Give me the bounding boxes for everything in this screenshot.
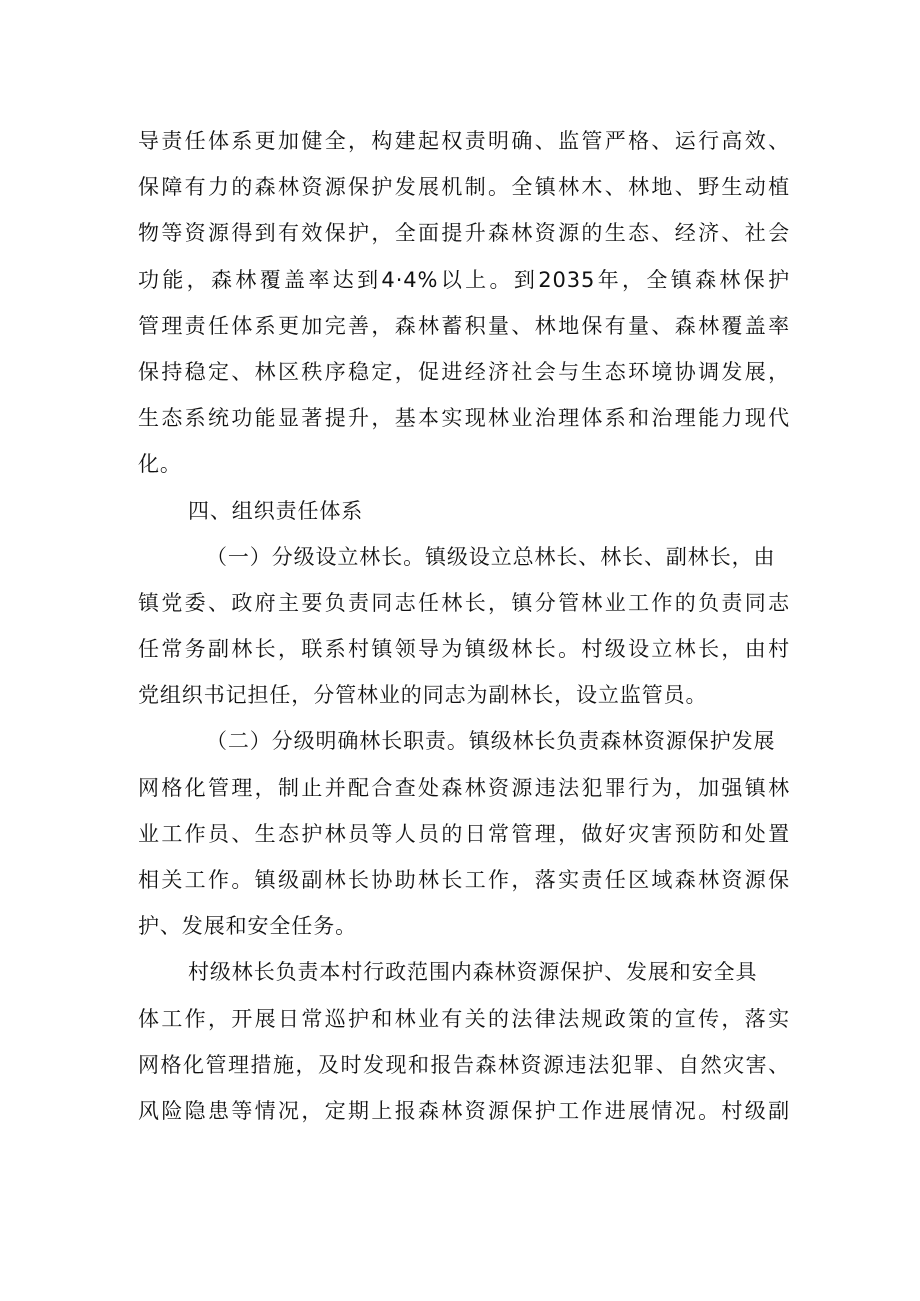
- paragraph-line: 任常务副林长，联系村镇领导为镇级林长。村级设立林长，由村: [138, 637, 790, 662]
- paragraph-line: 业工作员、生态护林员等人员的日常管理，做好灾害预防和处置: [138, 821, 790, 846]
- paragraph-line: 保持稳定、林区秩序稳定，促进经济社会与生态环境协调发展，: [138, 359, 790, 384]
- paragraph-line: 相关工作。镇级副林长协助林长工作，落实责任区域森林资源保: [138, 868, 790, 892]
- paragraph-line: 体工作，开展日常巡护和林业有关的法律法规政策的宣传，落实: [138, 1006, 790, 1031]
- paragraph-line: 风险隐患等情况，定期上报森林资源保护工作进展情况。村级副: [138, 1098, 790, 1123]
- body-text: [138, 118, 790, 1134]
- paragraph-line: 化。: [138, 452, 182, 477]
- paragraph-line: 管理责任体系更加完善，森林蓄积量、林地保有量、森林覆盖率: [138, 313, 790, 338]
- paragraph-line: 镇党委、政府主要负责同志任林长，镇分管林业工作的负责同志: [138, 590, 790, 615]
- paragraph-line: 功能，森林覆盖率达到4·4%以上。到2035年，全镇森林保护: [138, 267, 790, 292]
- paragraph-line: 网格化管理，制止并配合查处森林资源违法犯罪行为，加强镇林: [138, 775, 790, 800]
- paragraph-line: 生态系统功能显著提升，基本实现林业治理体系和治理能力现代: [138, 406, 790, 431]
- paragraph-line: 导责任体系更加健全，构建起权责明确、监管严格、运行高效、: [138, 129, 790, 153]
- paragraph-line: （二）分级明确林长职责。镇级林长负责森林资源保护发展: [206, 729, 776, 754]
- paragraph-line: 物等资源得到有效保护，全面提升森林资源的生态、经济、社会: [138, 221, 790, 246]
- paragraph-line: 村级林长负责本村行政范围内森林资源保护、发展和安全具: [188, 960, 758, 985]
- paragraph-line: 保障有力的森林资源保护发展机制。全镇林木、林地、野生动植: [138, 175, 790, 200]
- paragraph-line: 护、发展和安全任务。: [138, 914, 357, 939]
- paragraph-line: （一）分级设立林长。镇级设立总林长、林长、副林长，由: [206, 544, 776, 569]
- paragraph-line: 党组织书记担任，分管林业的同志为副林长，设立监管员。: [138, 683, 708, 708]
- paragraph-line: 网格化管理措施，及时发现和报告森林资源违法犯罪、自然灾害、: [138, 1052, 790, 1077]
- section-heading: 四、组织责任体系: [188, 498, 364, 523]
